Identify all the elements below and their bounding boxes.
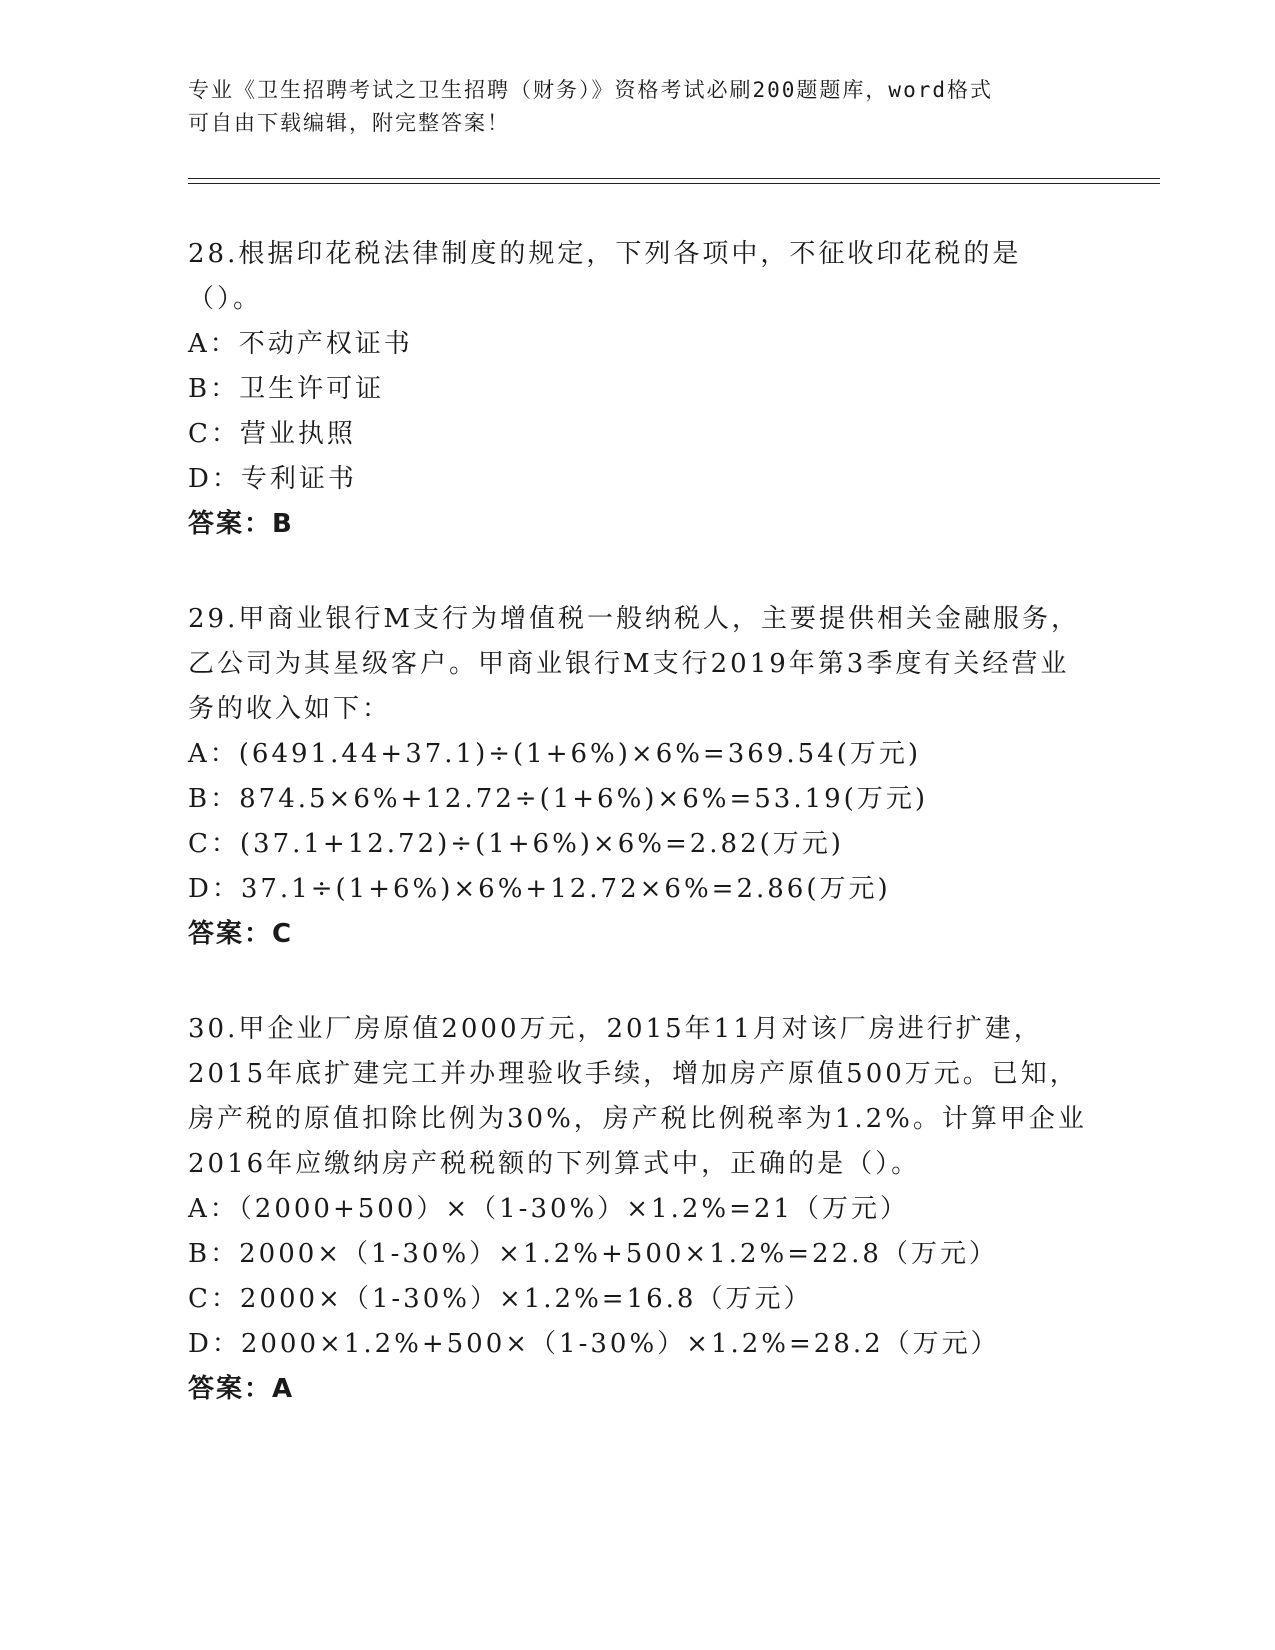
option-d: D：专利证书 (188, 464, 357, 494)
option-b: B：卫生许可证 (188, 374, 385, 404)
option-d: D：37.1÷(1+6%)×6%+12.72×6%=2.86(万元) (188, 874, 891, 904)
answer: 答案：C (188, 919, 294, 949)
option-b: B：2000×（1-30%）×1.2%+500×1.2%=22.8（万元） (188, 1239, 998, 1269)
header-divider-top (188, 178, 1160, 179)
header-line-1: 专业《卫生招聘考试之卫生招聘（财务）》资格考试必刷200题题库，word格式 (188, 78, 993, 102)
question-29 (188, 597, 1088, 957)
option-c: C：2000×（1-30%）×1.2%=16.8（万元） (188, 1284, 813, 1314)
header-line-2: 可自由下载编辑，附完整答案！ (188, 111, 510, 135)
option-c: C：营业执照 (188, 419, 356, 449)
answer: 答案：B (188, 509, 294, 539)
header-divider-bottom (188, 183, 1160, 184)
question-stem: 29.甲商业银行M支行为增值税一般纳税人，主要提供相关金融服务，乙公司为其星级客户。甲商业银行M支行2019年第3季度有关经营业务的收入如下： (188, 604, 1080, 724)
option-d: D：2000×1.2%+500×（1-30%）×1.2%=28.2（万元） (188, 1329, 1000, 1359)
option-b: B：874.5×6%+12.72÷(1+6%)×6%=53.19(万元) (188, 784, 928, 814)
option-a: A：(6491.44+37.1)÷(1+6%)×6%=369.54(万元) (188, 739, 921, 769)
question-30 (188, 1007, 1088, 1412)
question-stem: 28.根据印花税法律制度的规定，下列各项中，不征收印花税的是（）。 (188, 239, 1022, 314)
answer: 答案：A (188, 1374, 295, 1404)
option-c: C：(37.1+12.72)÷(1+6%)×6%=2.82(万元) (188, 829, 844, 859)
question-28 (188, 232, 1088, 547)
option-a: A：不动产权证书 (188, 329, 413, 359)
question-stem: 30.甲企业厂房原值2000万元，2015年11月对该厂房进行扩建，2015年底扩建完工并办理验收手续，增加房产原值500万元。已知，房产税的原值扣除比例为30%，房产税比例税率为1.2%。计算甲企业2016年应缴纳房产税税额的下列算式中，正确的是（）。 (188, 1014, 1087, 1179)
document-header (188, 74, 1088, 140)
option-a: A：（2000+500）×（1-30%）×1.2%=21（万元） (188, 1194, 909, 1224)
